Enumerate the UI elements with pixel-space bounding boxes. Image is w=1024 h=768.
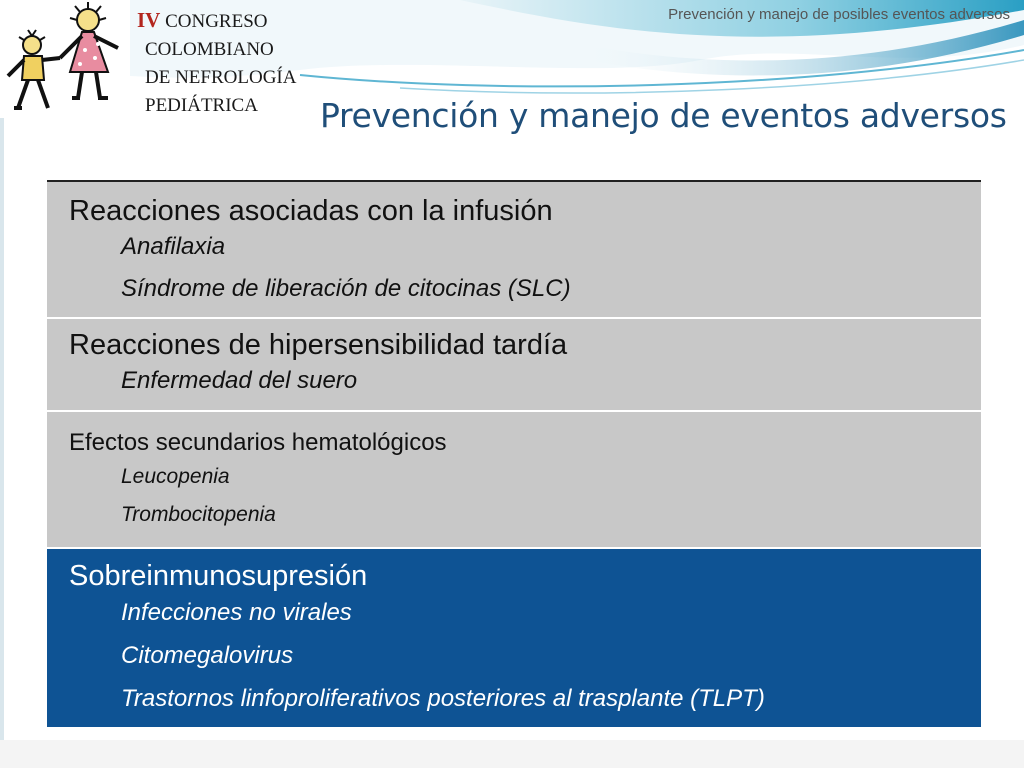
congress-logo bbox=[0, 0, 130, 118]
children-holding-hands-icon bbox=[0, 0, 130, 118]
congress-name bbox=[137, 6, 296, 120]
row-heading: Efectos secundarios hematológicos bbox=[69, 429, 447, 456]
row-item: Enfermedad del suero bbox=[121, 367, 358, 394]
congress-line-4: PEDIÁTRICA bbox=[145, 95, 258, 116]
row-item: Leucopenia bbox=[121, 465, 230, 488]
table-row bbox=[47, 319, 981, 412]
row-heading: Sobreinmunosupresión bbox=[69, 560, 368, 592]
row-item: Trombocitopenia bbox=[121, 503, 276, 526]
slide-left-border bbox=[0, 118, 4, 768]
table-row bbox=[47, 182, 981, 319]
congress-line-2: COLOMBIANO bbox=[145, 39, 274, 60]
adverse-events-table bbox=[47, 180, 981, 727]
row-item: Síndrome de liberación de citocinas (SLC) bbox=[121, 275, 571, 302]
row-item: Citomegalovirus bbox=[121, 642, 294, 669]
table-row bbox=[47, 549, 981, 727]
congress-line-1: CONGRESO bbox=[165, 11, 268, 32]
row-heading: Reacciones asociadas con la infusión bbox=[69, 195, 553, 227]
row-item: Trastornos linfoproliferativos posteriores al trasplante (TLPT) bbox=[121, 685, 765, 712]
row-item: Anafilaxia bbox=[121, 233, 226, 260]
congress-roman-numeral: IV bbox=[137, 8, 161, 32]
table-row bbox=[47, 412, 981, 549]
row-heading: Reacciones de hipersensibilidad tardía bbox=[69, 329, 568, 361]
footer-strip bbox=[0, 740, 1024, 768]
slide-title: Prevención y manejo de eventos adversos bbox=[320, 96, 1007, 135]
row-item: Infecciones no virales bbox=[121, 599, 352, 626]
congress-line-3: DE NEFROLOGÍA bbox=[145, 67, 297, 88]
header-caption: Prevención y manejo de posibles eventos adversos bbox=[668, 6, 1010, 23]
